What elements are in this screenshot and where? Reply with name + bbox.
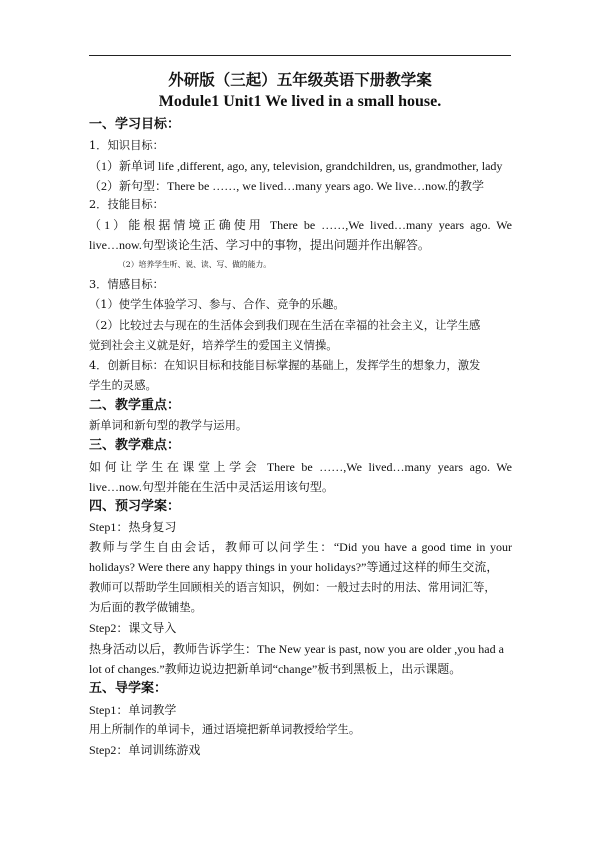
guide-step2-label: Step2：单词训练游戏 — [89, 743, 201, 757]
objective-emotion-line-2: （2）比较过去与现在的生活体会到我们现在生活在幸福的社会主义，让学生感 — [89, 319, 481, 332]
section-heading-preview: 四、预习学案： — [89, 499, 181, 514]
preview-step1-line-4: 为后面的教学做铺垫。 — [89, 601, 202, 614]
guide-step1-label: Step1：单词教学 — [89, 703, 177, 717]
objective-knowledge-label: 1．知识目标： — [89, 139, 164, 152]
preview-step2-label: Step2：课文导入 — [89, 621, 177, 635]
section-heading-difficulties: 三、教学难点： — [89, 438, 181, 453]
preview-step1-line-3: 教师可以帮助学生回顾相关的语言知识，例如：一般过去时的用法、常用词汇等， — [89, 581, 496, 594]
objective-innovation-line-1: 4．创新目标：在知识目标和技能目标掌握的基础上，发挥学生的想象力，激发 — [89, 359, 481, 372]
header-rule — [89, 55, 511, 56]
objective-new-words: （1）新单词 life ,different, ago, any, television, grandchildren, us, grandmother, lady — [89, 159, 503, 173]
preview-step2-line-2: lot of changes.”教师边说边把新单词“change”板书到黑板上，出示课题。 — [89, 662, 462, 676]
unit-title: Module1 Unit1 We lived in a small house. — [158, 93, 442, 110]
document-title: 外研版（三起）五年级英语下册教学案 — [168, 71, 432, 89]
objective-skills-line-3: （2）培养学生听、说、读、写、做的能力。 — [118, 260, 272, 269]
key-points-text: 新单词和新句型的教学与运用。 — [89, 419, 248, 432]
section-heading-guide: 五、导学案： — [89, 681, 168, 696]
preview-step1-line-2: holidays? Were there any happy things in your holidays?”等通过这样的师生交流， — [89, 560, 499, 574]
objective-new-sentences: （2）新句型：There be ……, we lived…many years ago. We live…now.的教学 — [89, 179, 484, 193]
objective-emotion-line-3: 觉到社会主义就是好，培养学生的爱国主义情操。 — [89, 339, 338, 352]
objective-innovation-line-2: 学生的灵感。 — [89, 379, 157, 392]
preview-step1-line-1: 教师与学生自由会话，教师可以问学生：“Did you have a good time in your — [89, 540, 512, 554]
objective-emotion-line-1: （1）使学生体验学习、参与、合作、竞争的乐趣。 — [89, 298, 345, 311]
preview-step2-line-1: 热身活动以后，教师告诉学生：The New year is past, now you are older ,you had a — [89, 642, 504, 656]
difficulties-line-2: live…now.句型并能在生活中灵活运用该句型。 — [89, 480, 334, 494]
preview-step1-label: Step1：热身复习 — [89, 520, 177, 534]
objective-skills-label: 2．技能目标： — [89, 198, 164, 211]
objective-skills-line-1: （1）能根据情境正确使用 There be ……,We lived…many years ago. We — [89, 218, 512, 232]
difficulties-line-1: 如何让学生在课堂上学会 There be ……,We lived…many years ago. We — [89, 460, 512, 474]
objective-skills-line-2: live…now.句型谈论生活、学习中的事物，提出问题并作出解答。 — [89, 238, 430, 252]
objective-emotion-label: 3．情感目标： — [89, 278, 164, 291]
section-heading-objectives: 一、学习目标： — [89, 117, 181, 132]
section-heading-key-points: 二、教学重点： — [89, 398, 181, 413]
guide-step1-text: 用上所制作的单词卡，通过语境把新单词教授给学生。 — [89, 723, 361, 736]
